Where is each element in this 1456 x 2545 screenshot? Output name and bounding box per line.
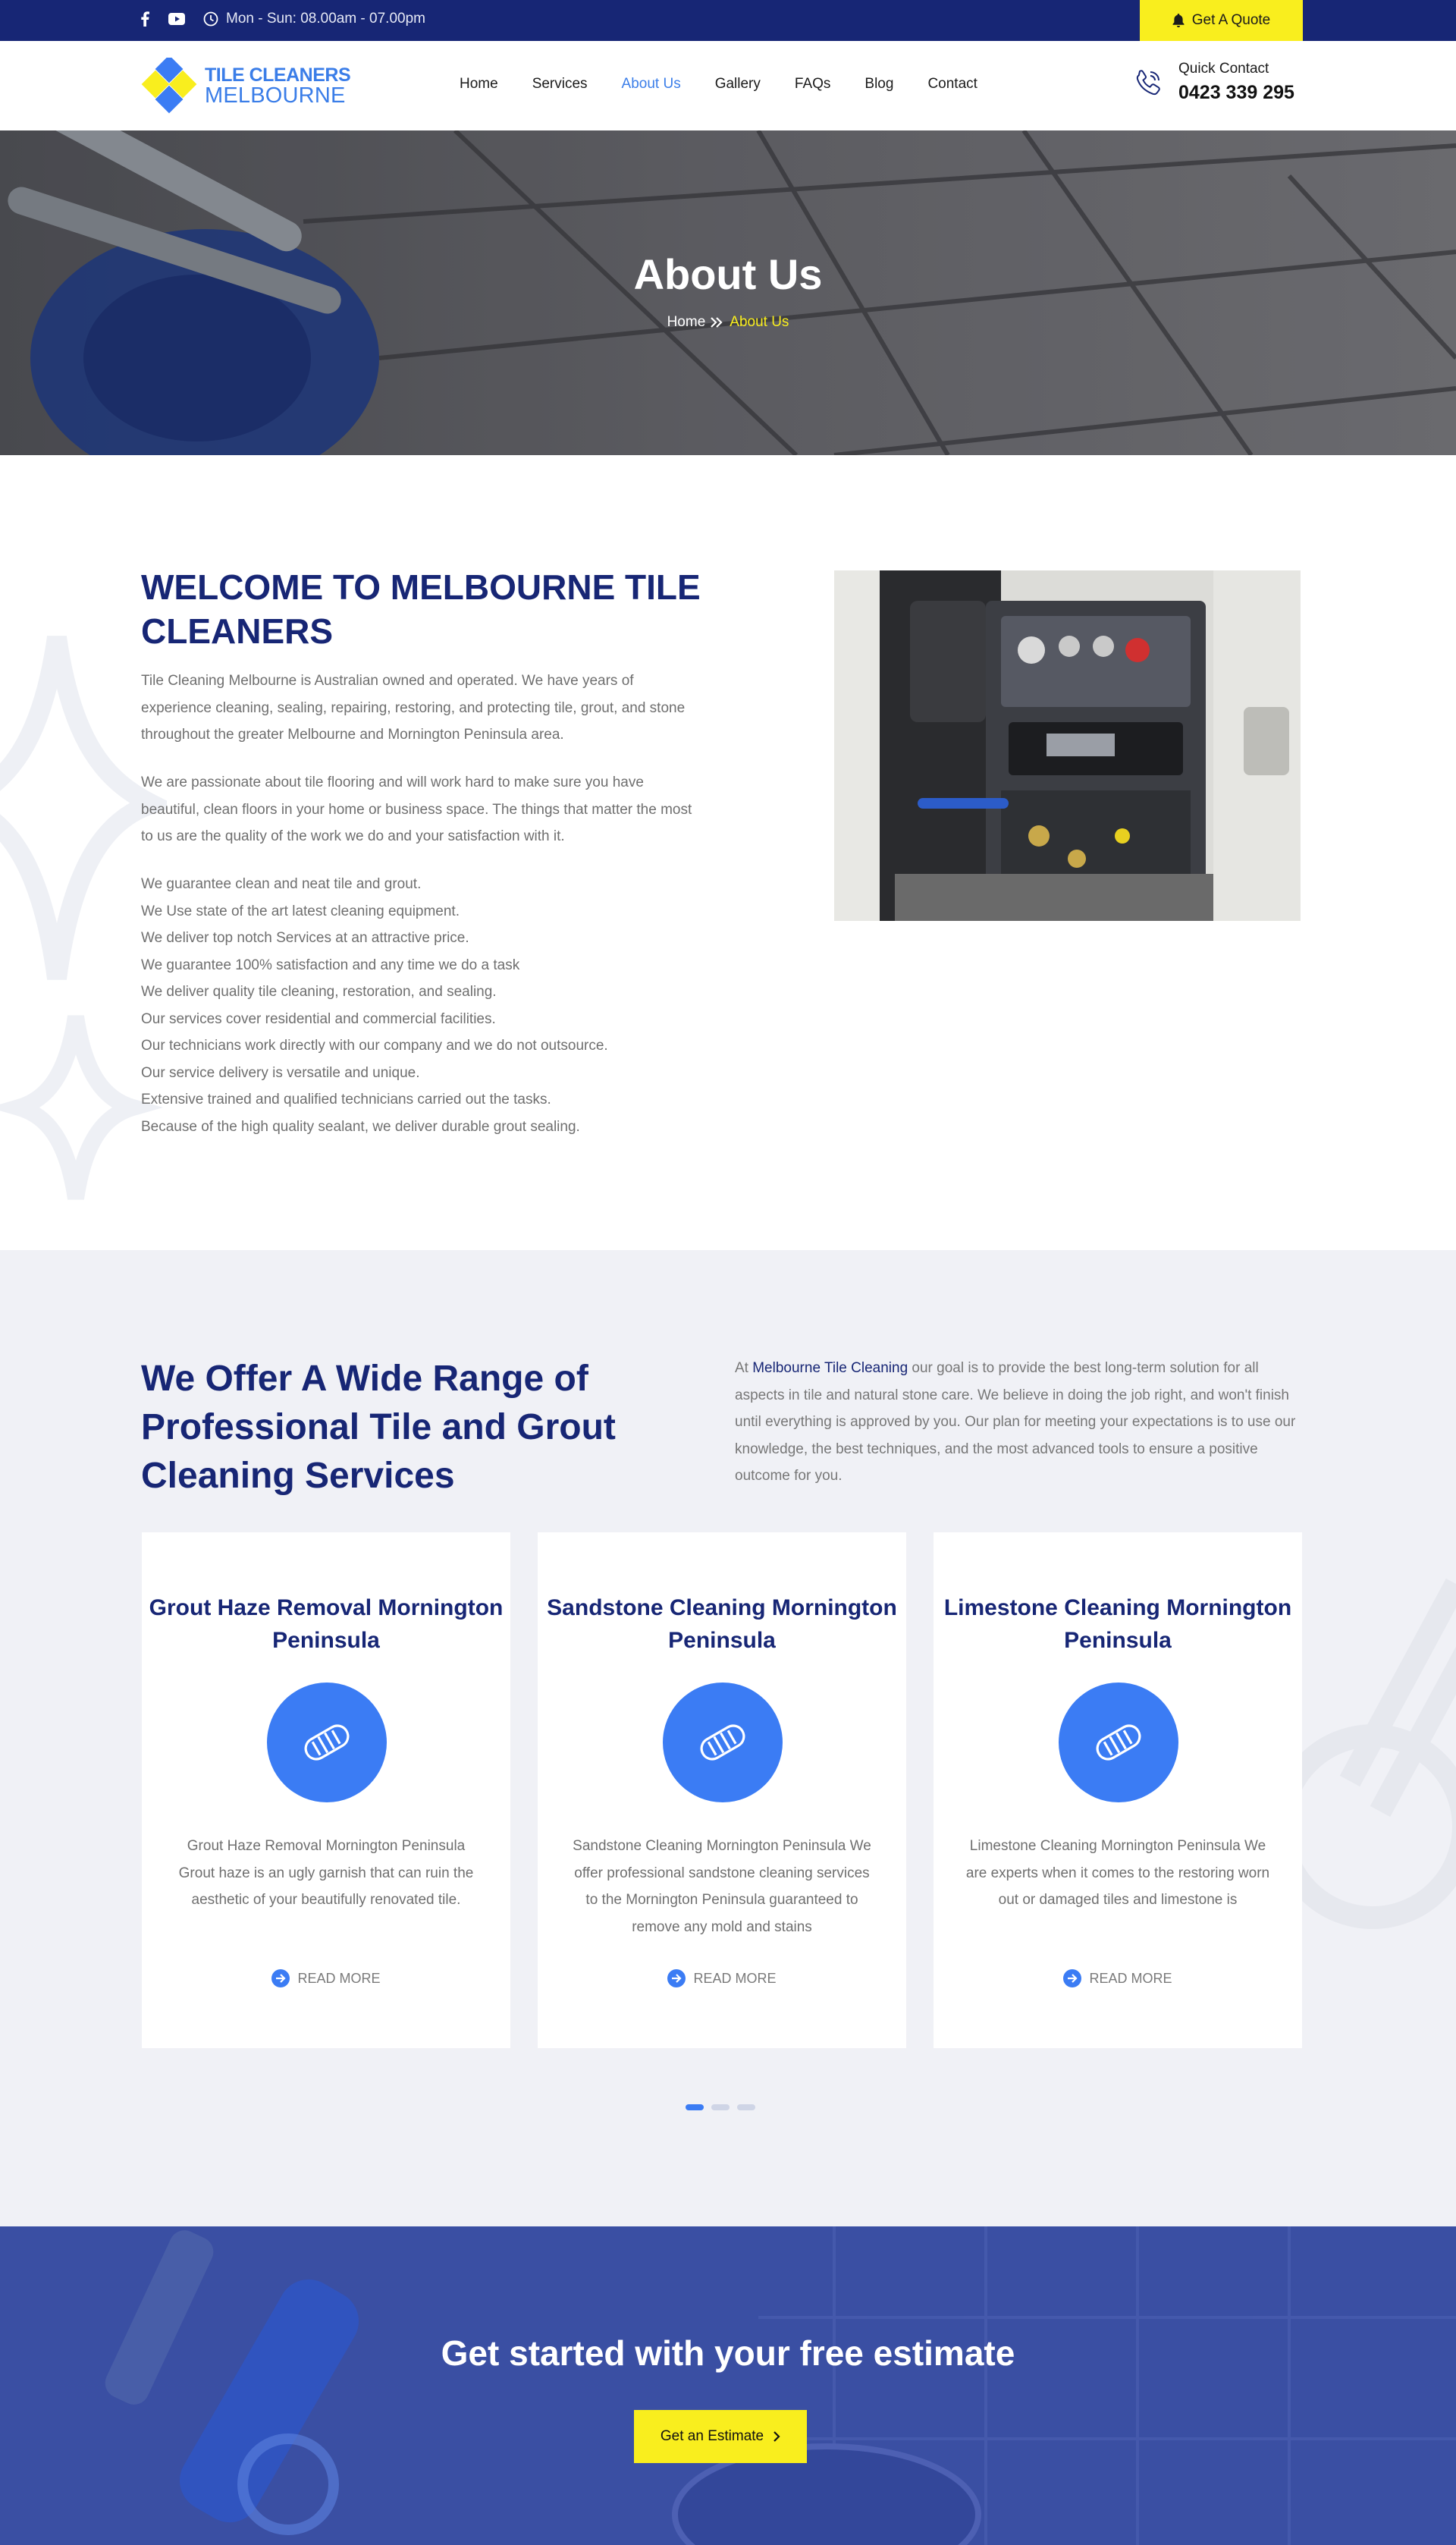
nav-home[interactable]: Home [460, 76, 498, 92]
youtube-icon[interactable] [168, 11, 185, 27]
welcome-paragraph-2: We are passionate about tile flooring and will work hard to make sure you have beautiful, clean floors in your home or business space. The things that matter the most to us are the quality of the work we do and your satisfaction with it. [141, 774, 692, 844]
nav-contact[interactable]: Contact [927, 76, 977, 92]
welcome-title: WELCOME TO MELBOURNE TILE CLEANERS [141, 567, 701, 651]
logo-text [205, 66, 350, 107]
carousel-dot[interactable] [737, 2104, 755, 2110]
service-card-limestone[interactable] [934, 1532, 1302, 2048]
services-intro-prefix: At [735, 1360, 753, 1376]
arrow-circle-right-icon [1063, 1969, 1081, 1987]
list-item: Because of the high quality sealant, we deliver durable grout sealing. [141, 1118, 580, 1135]
list-item: We guarantee 100% satisfaction and any time we do a task [141, 957, 520, 973]
read-more-label: READ MORE [693, 1970, 777, 1986]
double-chevron-right-icon [710, 316, 725, 328]
benefits-list [141, 871, 608, 1140]
site-header [0, 41, 1456, 130]
quick-contact-text [1178, 61, 1294, 104]
service-card-description: Limestone Cleaning Mornington Peninsula We are experts when it comes to the restoring worn out or damaged tiles and limestone is [965, 1838, 1270, 1908]
list-item: Our services cover residential and commercial facilities. [141, 1010, 496, 1027]
service-card-icon-circle [663, 1683, 783, 1802]
logo-line-1: TILE CLEANERS [205, 64, 351, 86]
list-item: We deliver quality tile cleaning, restoration, and sealing. [141, 984, 497, 1000]
list-item: Our service delivery is versatile and unique. [141, 1064, 420, 1081]
service-card-title[interactable]: Grout Haze Removal Mornington Peninsula [149, 1595, 504, 1653]
social-links [136, 11, 185, 27]
service-card-title[interactable]: Sandstone Cleaning Mornington Peninsula [547, 1595, 897, 1653]
quick-contact[interactable] [1133, 61, 1294, 104]
scrub-brush-icon [300, 1720, 354, 1765]
read-more-link[interactable] [934, 1969, 1302, 1987]
scrub-brush-icon [1091, 1720, 1146, 1765]
page-hero [0, 130, 1456, 455]
list-item: We Use state of the art latest cleaning equipment. [141, 903, 460, 919]
read-more-label: READ MORE [297, 1970, 381, 1986]
phone-number[interactable]: 0423 339 295 [1178, 82, 1294, 103]
list-item: Our technicians work directly with our company and we do not outsource. [141, 1038, 608, 1054]
business-hours [203, 11, 425, 27]
equipment-van-image [834, 570, 1301, 921]
breadcrumb [0, 314, 1456, 331]
breadcrumb-current: About Us [730, 314, 789, 330]
top-bar [0, 0, 1456, 41]
service-card-grout-haze[interactable] [142, 1532, 510, 2048]
service-card-description: Sandstone Cleaning Mornington Peninsula We offer professional sandstone cleaning services to the Mornington Peninsula guaranteed to remove any mold and stains [573, 1838, 871, 1935]
nav-faqs[interactable]: FAQs [794, 76, 831, 92]
services-intro [735, 1355, 1300, 1490]
get-estimate-label: Get an Estimate [660, 2428, 764, 2444]
get-estimate-button[interactable] [634, 2410, 807, 2463]
services-section [0, 1250, 1456, 2226]
get-a-quote-label: Get A Quote [1191, 12, 1271, 28]
nav-blog[interactable]: Blog [864, 76, 894, 92]
quick-contact-label: Quick Contact [1178, 61, 1269, 77]
read-more-link[interactable] [538, 1969, 906, 1987]
service-card-icon-circle [267, 1683, 387, 1802]
service-card-icon-circle [1059, 1683, 1178, 1802]
bell-icon [1172, 14, 1185, 27]
welcome-paragraph-1: Tile Cleaning Melbourne is Australian owned and operated. We have years of experience cleaning, sealing, repairing, restoring, and protecting tile, grout, and stone throughout the greater Melbourne and Mornington Peninsula area. [141, 673, 686, 743]
page-title: About Us [633, 250, 823, 298]
arrow-circle-right-icon [667, 1969, 686, 1987]
site-logo[interactable] [140, 58, 350, 115]
read-more-label: READ MORE [1089, 1970, 1172, 1986]
nav-services[interactable]: Services [532, 76, 588, 92]
service-card-sandstone[interactable] [538, 1532, 906, 2048]
chevron-right-icon [773, 2431, 780, 2442]
facebook-icon[interactable] [136, 11, 153, 27]
main-nav [460, 76, 977, 93]
phone-icon [1133, 68, 1163, 98]
nav-about-us[interactable]: About Us [621, 76, 681, 92]
service-card-title[interactable]: Limestone Cleaning Mornington Peninsula [943, 1595, 1292, 1653]
brush-decoration [1289, 1554, 1456, 2085]
carousel-dot[interactable] [711, 2104, 730, 2110]
services-intro-rest: our goal is to provide the best long-term solution for all aspects in tile and natural stone care. We believe in doing the job right, and won't finish until everything is approved by you. Our plan for meeting your expectations is to use our knowledge, the best techniques, and the most advanced tools to ensure a positive outcome for you. [735, 1360, 1296, 1484]
arrow-circle-right-icon [271, 1969, 290, 1987]
breadcrumb-home[interactable]: Home [667, 314, 706, 330]
cta-background-image [0, 2226, 1456, 2545]
hours-text: Mon - Sun: 08.00am - 07.00pm [226, 11, 425, 27]
list-item: We deliver top notch Services at an attractive price. [141, 930, 469, 946]
nav-gallery[interactable]: Gallery [714, 76, 761, 92]
logo-diamonds-icon [140, 58, 200, 115]
list-item: We guarantee clean and neat tile and grout. [141, 876, 422, 892]
logo-line-2: MELBOURNE [205, 83, 346, 108]
services-title: We Offer A Wide Range of Professional Tile and Grout Cleaning Services [141, 1359, 616, 1496]
cta-title: Get started with your free estimate [441, 2333, 1015, 2373]
scrub-brush-icon [695, 1720, 750, 1765]
carousel-pagination [686, 2104, 755, 2110]
read-more-link[interactable] [142, 1969, 510, 1987]
get-a-quote-button[interactable] [1140, 0, 1303, 41]
service-card-description: Grout Haze Removal Mornington Peninsula Grout haze is an ugly garnish that can ruin the aesthetic of your beautifully renovated tile. [178, 1838, 474, 1908]
carousel-dot-active[interactable] [686, 2104, 704, 2110]
welcome-section [0, 455, 1456, 1250]
list-item: Extensive trained and qualified technicians carried out the tasks. [141, 1092, 551, 1108]
clock-icon [203, 11, 218, 27]
services-intro-link[interactable]: Melbourne Tile Cleaning [752, 1360, 908, 1376]
estimate-cta-section [0, 2226, 1456, 2545]
